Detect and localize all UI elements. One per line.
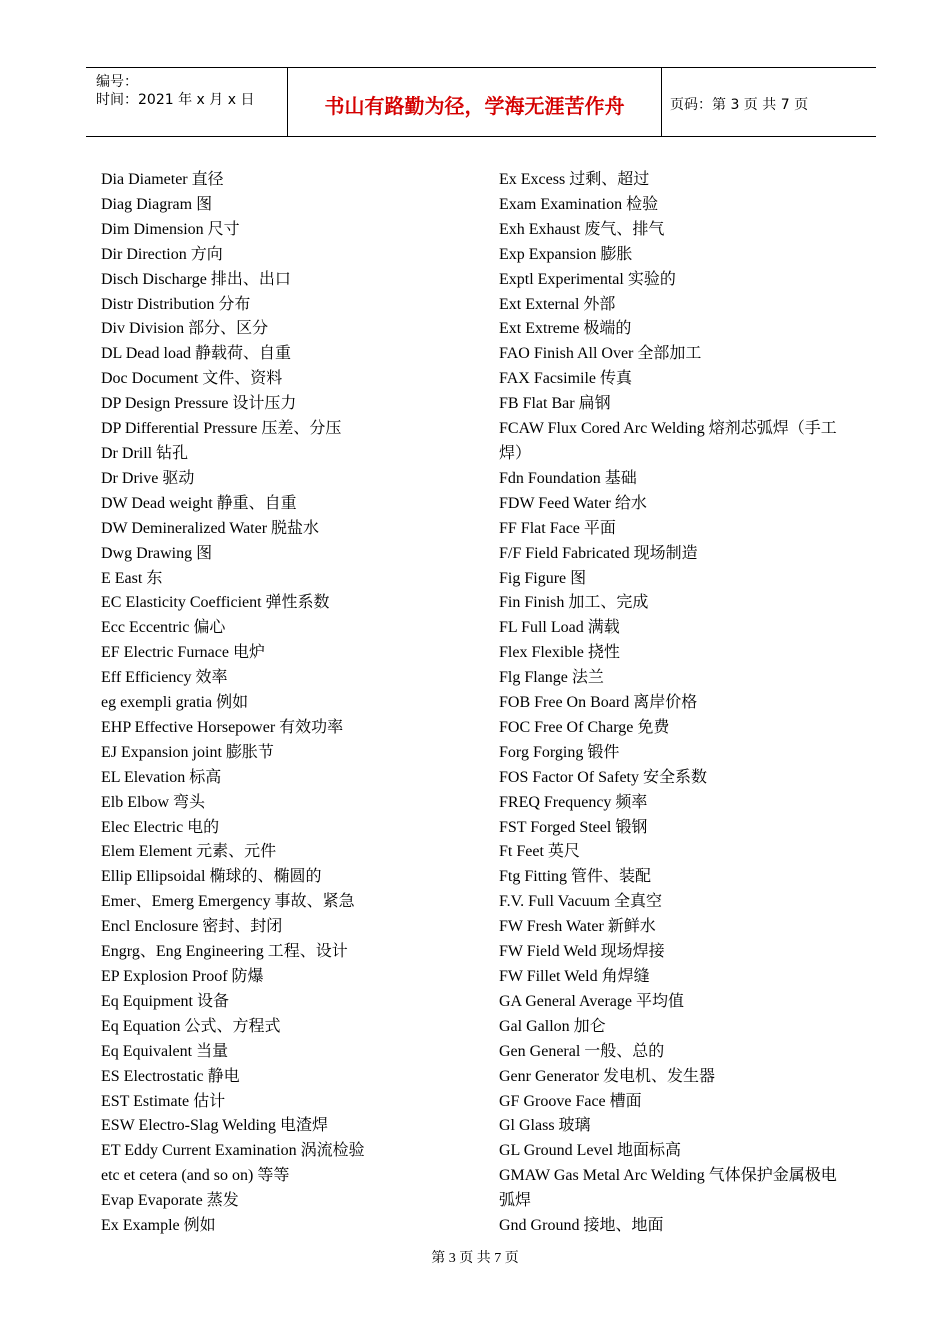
glossary-entry: Ellip Ellipsoidal 椭球的、椭圆的 xyxy=(101,868,322,886)
glossary-entry: E East 东 xyxy=(101,569,163,587)
glossary-entry: F/F Field Fabricated 现场制造 xyxy=(499,544,698,562)
glossary-entry: ES Electrostatic 静电 xyxy=(101,1067,240,1085)
glossary-entry: FREQ Frequency 频率 xyxy=(499,793,648,811)
glossary-entry: Diag Diagram 图 xyxy=(101,195,213,213)
header-page-cell xyxy=(661,68,876,136)
glossary-entry: EST Estimate 估计 xyxy=(101,1092,226,1110)
glossary-entry: Encl Enclosure 密封、封闭 xyxy=(101,918,283,936)
header-info-cell xyxy=(86,68,287,136)
glossary-entry: DW Dead weight 静重、自重 xyxy=(101,494,297,512)
glossary-entry: DW Demineralized Water 脱盐水 xyxy=(101,519,320,537)
header-motto: 书山有路勤为径，学海无涯苦作舟 xyxy=(324,94,625,118)
glossary-entry: FB Flat Bar 扁钢 xyxy=(499,395,611,413)
glossary-entry: Doc Document 文件、资料 xyxy=(101,370,283,388)
glossary-entry: Elb Elbow 弯头 xyxy=(101,793,205,811)
glossary-entry: FAO Finish All Over 全部加工 xyxy=(499,345,702,363)
glossary-entry: Gl Glass 玻璃 xyxy=(499,1117,591,1135)
glossary-entry: Ecc Eccentric 偏心 xyxy=(101,619,226,637)
glossary-entry: EHP Effective Horsepower 有效功率 xyxy=(101,718,344,736)
page-header xyxy=(86,67,876,137)
glossary-entry: Evap Evaporate 蒸发 xyxy=(101,1192,239,1210)
glossary-entry: Ex Excess 过剩、超过 xyxy=(499,171,650,188)
glossary-entry: FL Full Load 满载 xyxy=(499,619,620,637)
glossary-entry: EJ Expansion joint 膨胀节 xyxy=(101,743,274,761)
glossary-entry: Gal Gallon 加仑 xyxy=(499,1017,606,1035)
glossary-left-column xyxy=(101,168,471,1239)
glossary-entry: Disch Discharge 排出、出口 xyxy=(101,270,291,288)
glossary-entry: Exh Exhaust 废气、排气 xyxy=(499,220,665,238)
glossary-entry: Fig Figure 图 xyxy=(499,569,587,587)
glossary-entry: GA General Average 平均值 xyxy=(499,992,684,1010)
glossary-entry: DL Dead load 静载荷、自重 xyxy=(101,345,292,363)
glossary-entry: GL Ground Level 地面标高 xyxy=(499,1142,682,1160)
glossary-entry: Dwg Drawing 图 xyxy=(101,544,213,562)
page-footer xyxy=(0,1247,950,1267)
glossary-entry: Gnd Ground 接地、地面 xyxy=(499,1217,664,1235)
glossary-entry: Dir Direction 方向 xyxy=(101,245,223,263)
glossary-entry: F.V. Full Vacuum 全真空 xyxy=(499,893,663,911)
glossary-entry: Genr Generator 发电机、发生器 xyxy=(499,1067,715,1085)
glossary-entry: etc et cetera (and so on) 等等 xyxy=(101,1167,290,1185)
glossary-entry: DP Differential Pressure 压差、分压 xyxy=(101,420,342,438)
glossary-entry: EF Electric Furnace 电炉 xyxy=(101,644,265,662)
glossary-entry: Exp Expansion 膨胀 xyxy=(499,245,633,263)
glossary-entry: Gen General 一般、总的 xyxy=(499,1042,665,1060)
glossary-entry: FOS Factor Of Safety 安全系数 xyxy=(499,768,707,786)
glossary-entry: Eq Equipment 设备 xyxy=(101,992,229,1010)
glossary-entry: Eq Equation 公式、方程式 xyxy=(101,1017,281,1035)
header-page-code: 页码：第 3 页 共 7 页 xyxy=(670,97,809,113)
glossary-entry: Flg Flange 法兰 xyxy=(499,669,604,687)
glossary-entry: FST Forged Steel 锻钢 xyxy=(499,818,648,836)
glossary-entry: Fin Finish 加工、完成 xyxy=(499,594,649,612)
glossary-entry: Emer、Emerg Emergency 事故、紧急 xyxy=(101,893,355,911)
glossary-entry: Dim Dimension 尺寸 xyxy=(101,220,240,238)
glossary-entry: Elem Element 元素、元件 xyxy=(101,843,277,861)
glossary-entry: DP Design Pressure 设计压力 xyxy=(101,395,297,413)
glossary-entry: Fdn Foundation 基础 xyxy=(499,469,637,487)
glossary-entry: GMAW Gas Metal Arc Welding 气体保护金属极电 xyxy=(499,1167,837,1185)
glossary-entry: ET Eddy Current Examination 涡流检验 xyxy=(101,1142,365,1160)
glossary-entry: Forg Forging 锻件 xyxy=(499,743,620,761)
glossary-entry: Dr Drill 钻孔 xyxy=(101,444,189,462)
glossary-entry: eg exempli gratia 例如 xyxy=(101,694,249,712)
glossary-entry: 焊） xyxy=(499,444,532,462)
glossary-entry: Engrg、Eng Engineering 工程、设计 xyxy=(101,943,348,961)
glossary-entry: EP Explosion Proof 防爆 xyxy=(101,968,264,985)
glossary-entry: FOB Free On Board 离岸价格 xyxy=(499,694,698,712)
glossary-entry: Ex Example 例如 xyxy=(101,1217,216,1235)
glossary-entry: 弧焊 xyxy=(499,1192,532,1210)
glossary-entry: Exam Examination 检验 xyxy=(499,195,659,213)
glossary-entry: Ft Feet 英尺 xyxy=(499,843,580,861)
glossary-entry: Exptl Experimental 实验的 xyxy=(499,270,676,288)
glossary-entry: Ext External 外部 xyxy=(499,295,616,313)
glossary-entry: FF Flat Face 平面 xyxy=(499,519,616,537)
glossary-entry: FAX Facsimile 传真 xyxy=(499,370,633,388)
glossary-entry: Dr Drive 驱动 xyxy=(101,469,195,487)
glossary-entry: EL Elevation 标高 xyxy=(101,768,222,786)
glossary-entry: Eff Efficiency 效率 xyxy=(101,669,228,687)
glossary-entry: FW Field Weld 现场焊接 xyxy=(499,943,665,961)
glossary-entry: GF Groove Face 槽面 xyxy=(499,1092,642,1110)
glossary-entry: Ftg Fitting 管件、装配 xyxy=(499,868,652,886)
glossary-entry: Dia Diameter 直径 xyxy=(101,171,224,188)
document-number-label: 编号： xyxy=(96,74,138,90)
footer-page-number: 第 3 页 共 7 页 xyxy=(431,1251,519,1266)
glossary-entry: FOC Free Of Charge 免费 xyxy=(499,718,670,736)
glossary-entry: ESW Electro-Slag Welding 电渣焊 xyxy=(101,1117,328,1135)
glossary-entry: FW Fillet Weld 角焊缝 xyxy=(499,968,650,985)
glossary-entry: FCAW Flux Cored Arc Welding 熔剂芯弧焊（手工 xyxy=(499,420,837,438)
glossary-entry: Div Division 部分、区分 xyxy=(101,320,269,338)
glossary-entry: Distr Distribution 分布 xyxy=(101,295,251,313)
glossary-right-column xyxy=(499,168,867,1239)
glossary-entry: FW Fresh Water 新鲜水 xyxy=(499,918,656,936)
glossary-entry: Ext Extreme 极端的 xyxy=(499,320,632,338)
document-time-label: 时间：2021 年 x 月 x 日 xyxy=(96,92,255,108)
glossary-entry: Elec Electric 电的 xyxy=(101,818,220,836)
header-motto-cell xyxy=(287,68,662,136)
glossary-entry: Eq Equivalent 当量 xyxy=(101,1042,229,1060)
glossary-entry: EC Elasticity Coefficient 弹性系数 xyxy=(101,594,330,612)
glossary-entry: Flex Flexible 挠性 xyxy=(499,644,620,662)
glossary-entry: FDW Feed Water 给水 xyxy=(499,494,647,512)
